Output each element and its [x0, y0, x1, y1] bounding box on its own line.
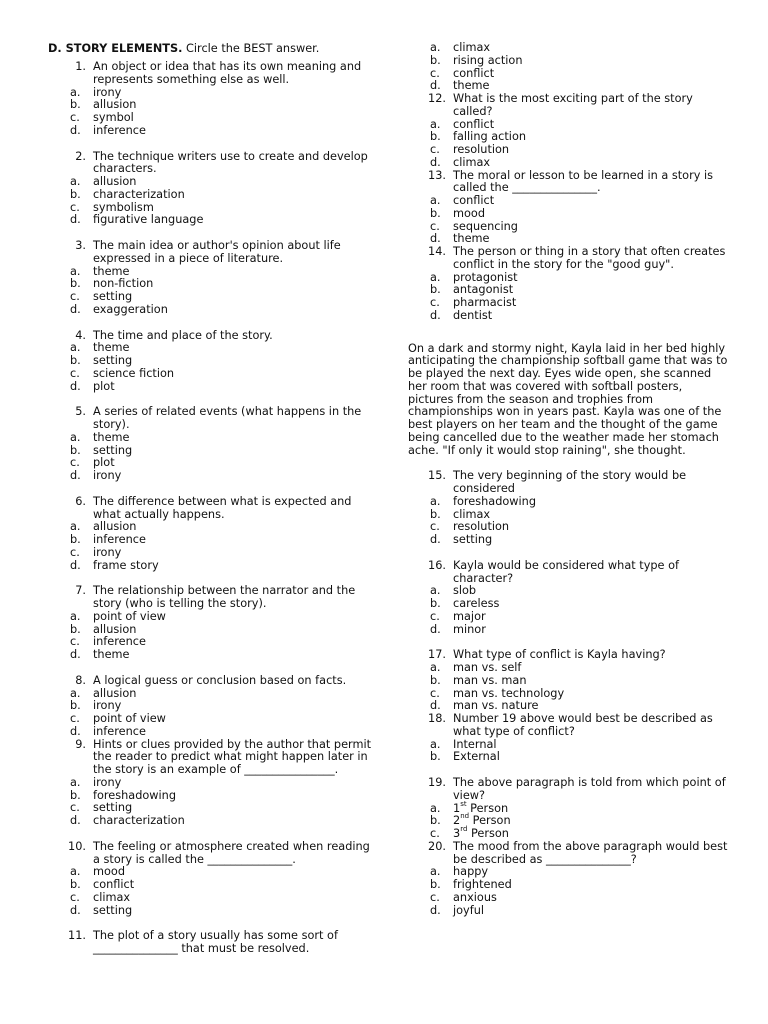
option-letter: a. — [430, 584, 441, 598]
question-item — [48, 330, 378, 394]
question-item — [48, 930, 378, 956]
option-letter: a. — [70, 430, 81, 444]
option-text: irony — [93, 775, 122, 789]
option-letter: c. — [430, 219, 440, 233]
option-letter: c. — [70, 366, 80, 380]
option-text: science fiction — [93, 366, 175, 380]
question-prompt: The difference between what is expected and what actually happens. — [93, 494, 352, 521]
question-prompt: A logical guess or conclusion based on facts. — [93, 673, 347, 687]
question-text — [48, 930, 378, 956]
option-text: allusion — [93, 520, 137, 534]
option-text: irony — [93, 699, 122, 713]
question-prompt: A series of related events (what happens in the story). — [93, 405, 362, 431]
option-letter: c. — [430, 296, 440, 309]
option-letter: c. — [70, 200, 80, 214]
question-number: 3. — [75, 239, 86, 252]
option-letter: b. — [70, 98, 81, 112]
option-letter: d. — [430, 903, 441, 917]
option-letter: c. — [70, 635, 80, 649]
option-text: resolution — [453, 520, 510, 534]
option-letter: c. — [430, 827, 440, 840]
option-text: inference — [93, 635, 146, 649]
option-text: theme — [93, 264, 130, 278]
option-letter: a. — [430, 801, 441, 815]
question-number: 4. — [75, 328, 86, 342]
option-text: climax — [453, 155, 491, 169]
question-list-right-bottom — [408, 470, 730, 917]
option-letter: b. — [430, 878, 441, 891]
option-text: symbol — [93, 111, 134, 124]
option-text: theme — [453, 79, 490, 93]
answer-option[interactable] — [408, 751, 730, 764]
option-letter: a. — [430, 41, 441, 54]
option-text: foreshadowing — [453, 494, 536, 508]
option-text: dentist — [453, 308, 493, 322]
question-item — [408, 246, 730, 323]
option-text: conflict — [93, 878, 135, 891]
question-prompt: Kayla would be considered what type of character? — [453, 558, 679, 585]
option-text: climax — [453, 41, 491, 54]
answer-option[interactable] — [48, 381, 378, 394]
option-text: inference — [93, 533, 146, 546]
answer-option[interactable] — [408, 310, 730, 323]
question-prompt: The plot of a story usually has some sort of _______________ that must be resolved. — [93, 929, 338, 955]
option-text: conflict — [453, 117, 495, 131]
option-text: climax — [93, 890, 131, 904]
question-prompt: The feeling or atmosphere created when reading a story is called the _______________. — [93, 839, 370, 866]
question-prompt: Number 19 above would best be described as what type of conflict? — [453, 712, 713, 738]
option-text: irony — [93, 545, 122, 559]
option-text: point of view — [93, 609, 166, 623]
question-item — [408, 649, 730, 713]
option-text: characterization — [93, 814, 185, 827]
question-text — [408, 93, 730, 119]
option-letter: d. — [430, 622, 441, 636]
option-text: falling action — [453, 130, 527, 144]
option-letter: b. — [430, 814, 441, 828]
option-text: symbolism — [93, 200, 154, 214]
option-letter: c. — [70, 712, 80, 725]
question-item — [48, 496, 378, 573]
question-number: 17. — [428, 648, 446, 662]
option-letter: d. — [430, 79, 441, 93]
option-letter: d. — [70, 648, 81, 661]
option-letter: b. — [430, 53, 441, 67]
option-letter: a. — [430, 270, 441, 284]
question-text — [408, 841, 730, 867]
question-item — [408, 470, 730, 547]
question-number: 7. — [75, 584, 86, 598]
option-letter: b. — [430, 597, 441, 610]
question-item — [48, 406, 378, 483]
option-letter: d. — [430, 533, 441, 546]
option-letter: d. — [70, 814, 81, 827]
answer-option[interactable] — [48, 125, 378, 138]
option-text: setting — [93, 290, 133, 303]
option-text: allusion — [93, 686, 137, 700]
question-number: 14. — [428, 245, 446, 258]
option-text: allusion — [93, 175, 137, 188]
option-letter: a. — [70, 85, 81, 99]
question-text — [408, 470, 730, 496]
question-number: 15. — [428, 469, 446, 483]
question-item — [408, 93, 730, 170]
option-letter: a. — [70, 865, 81, 879]
option-letter: a. — [430, 737, 441, 751]
option-text: non-fiction — [93, 277, 154, 291]
option-text: 3rd Person — [453, 825, 509, 840]
option-letter: a. — [70, 341, 81, 355]
question-number: 1. — [75, 60, 86, 73]
option-text: major — [453, 609, 486, 623]
answer-option[interactable] — [408, 624, 730, 637]
option-text: frightened — [453, 878, 512, 891]
question-item — [48, 61, 378, 138]
question-number: 6. — [75, 494, 86, 508]
question-text — [48, 406, 378, 432]
option-text: theme — [453, 232, 490, 246]
option-letter: d. — [430, 232, 441, 246]
question-item — [408, 170, 730, 247]
option-text: plot — [93, 456, 115, 470]
option-letter: a. — [70, 264, 81, 278]
question-text — [48, 240, 378, 266]
question-number: 11. — [68, 929, 86, 943]
question-prompt: An object or idea that has its own meaning and represents something else as well. — [93, 60, 362, 86]
option-text: point of view — [93, 712, 166, 725]
option-text: figurative language — [93, 213, 204, 227]
question-number: 20. — [428, 839, 446, 853]
question-number: 5. — [75, 405, 86, 419]
option-text: resolution — [453, 143, 510, 156]
option-letter: b. — [430, 206, 441, 220]
option-text: man vs. man — [453, 673, 527, 687]
option-letter: c. — [70, 290, 80, 303]
question-prompt: The moral or lesson to be learned in a story is called the _______________. — [453, 168, 714, 195]
option-letter: b. — [430, 750, 441, 764]
option-text: joyful — [453, 903, 485, 917]
option-letter: d. — [430, 308, 441, 322]
question-prompt: What type of conflict is Kayla having? — [453, 648, 666, 662]
option-letter: c. — [70, 545, 80, 559]
option-letter: a. — [430, 194, 441, 207]
answer-option[interactable] — [48, 649, 378, 662]
option-text: setting — [453, 533, 493, 546]
option-letter: b. — [70, 788, 81, 802]
question-number: 19. — [428, 776, 446, 789]
option-text: antagonist — [453, 283, 514, 297]
option-letter: a. — [430, 494, 441, 508]
option-text: characterization — [93, 187, 185, 201]
option-letter: c. — [70, 456, 80, 470]
option-letter: a. — [70, 609, 81, 623]
question-prompt: The very beginning of the story would be considered — [453, 469, 687, 495]
question-number: 9. — [75, 737, 86, 751]
option-letter: d. — [70, 558, 81, 572]
answer-option[interactable] — [48, 214, 378, 227]
option-text: conflict — [453, 66, 495, 80]
question-number: 10. — [68, 839, 86, 853]
option-letter: d. — [70, 302, 81, 316]
question-prompt: The relationship between the narrator and the story (who is telling the story). — [93, 584, 356, 610]
option-text: allusion — [93, 622, 137, 636]
question-list-left — [48, 61, 378, 956]
option-text: setting — [93, 903, 133, 917]
option-letter: d. — [430, 155, 441, 169]
option-letter: b. — [430, 507, 441, 521]
question-item — [48, 841, 378, 918]
question-number: 8. — [75, 673, 86, 687]
answer-option[interactable] — [48, 470, 378, 483]
option-text: minor — [453, 622, 486, 636]
option-text: setting — [93, 443, 133, 457]
option-text: irony — [93, 469, 122, 482]
question-number: 2. — [75, 149, 86, 163]
option-letter: d. — [70, 903, 81, 917]
option-letter: d. — [70, 123, 81, 137]
question-text — [408, 246, 730, 272]
option-text: man vs. nature — [453, 699, 539, 713]
section-instruction: Circle the BEST answer. — [186, 42, 320, 55]
question-text — [48, 151, 378, 177]
question-text — [48, 61, 378, 87]
question-prompt: The main idea or author's opinion about life expressed in a piece of literature. — [93, 239, 341, 265]
option-letter: b. — [70, 878, 81, 891]
option-text: protagonist — [453, 270, 518, 284]
question-item — [408, 560, 730, 637]
question-prompt: The technique writers use to create and develop characters. — [93, 149, 368, 176]
answer-option[interactable] — [48, 905, 378, 918]
answer-option[interactable] — [48, 304, 378, 317]
question-item — [48, 585, 378, 662]
question-prompt: The above paragraph is told from which point of view? — [453, 776, 726, 802]
option-letter: d. — [70, 724, 81, 738]
option-text: conflict — [453, 194, 495, 207]
option-text: happy — [453, 865, 489, 879]
question-prompt: The mood from the above paragraph would best be described as _______________? — [453, 839, 728, 866]
option-letter: c. — [430, 520, 440, 534]
option-letter: c. — [70, 801, 80, 815]
option-text: frame story — [93, 558, 159, 572]
option-letter: a. — [70, 686, 81, 700]
option-letter: c. — [430, 686, 440, 700]
option-letter: b. — [430, 673, 441, 687]
answer-option[interactable] — [48, 815, 378, 828]
option-letter: d. — [70, 379, 81, 393]
option-text: setting — [93, 801, 133, 815]
option-letter: c. — [70, 111, 80, 124]
option-letter: b. — [70, 443, 81, 457]
answer-option[interactable] — [48, 560, 378, 573]
question-number: 18. — [428, 712, 446, 725]
option-text: foreshadowing — [93, 788, 176, 802]
option-letter: a. — [70, 175, 81, 188]
question-text — [48, 841, 378, 867]
option-letter: b. — [430, 130, 441, 144]
question-prompt: The person or thing in a story that often creates conflict in the story for the "good guy". — [453, 245, 726, 271]
question-text — [48, 739, 378, 777]
answer-option[interactable] — [408, 534, 730, 547]
option-text: External — [453, 750, 500, 764]
option-text: inference — [93, 123, 146, 137]
question-prompt: What is the most exciting part of the story called? — [453, 92, 693, 118]
option-letter: d. — [430, 699, 441, 713]
question-item — [408, 841, 730, 918]
option-text: man vs. technology — [453, 686, 565, 700]
right-column — [408, 42, 730, 917]
option-text: plot — [93, 379, 115, 393]
option-text: allusion — [93, 98, 137, 112]
section-heading — [48, 42, 378, 55]
question-number: 16. — [428, 558, 446, 572]
question-item — [408, 777, 730, 841]
option-text: mood — [453, 206, 485, 220]
question-item — [48, 739, 378, 828]
option-letter: c. — [430, 609, 440, 623]
question-item — [48, 151, 378, 228]
option-letter: a. — [70, 520, 81, 534]
option-letter: c. — [70, 890, 80, 904]
option-text: theme — [93, 430, 130, 444]
option-text: theme — [93, 648, 130, 661]
story-passage: On a dark and stormy night, Kayla laid in her bed highly anticipating the championship softball game that was to be played the next day. Eyes wide open, she scanned her room that was covered with softball posters, pictures from the season and trophies from championships won in years past. Kayla was one of the best players on her team and the thought of the game being cancelled due to the weather made her stomach ache. "If only it would stop raining", she thought. — [408, 341, 728, 457]
question-number: 13. — [428, 168, 446, 182]
option-text: slob — [453, 584, 477, 598]
question-item — [48, 240, 378, 317]
option-letter: d. — [70, 469, 81, 482]
option-text: climax — [453, 507, 491, 521]
answer-option[interactable] — [408, 905, 730, 918]
option-letter: a. — [70, 775, 81, 789]
question-text — [48, 496, 378, 522]
question-number: 12. — [428, 92, 446, 105]
option-letter: c. — [430, 143, 440, 156]
question-prompt: Hints or clues provided by the author that permit the reader to predict what might happen later in the story is an example of ________________. — [93, 737, 372, 776]
section-title: D. STORY ELEMENTS. — [48, 42, 183, 55]
option-letter: b. — [70, 699, 81, 713]
option-text: exaggeration — [93, 302, 168, 316]
option-letter: a. — [430, 117, 441, 131]
question-text — [408, 777, 730, 803]
question-list-right-top — [408, 42, 730, 323]
option-text: irony — [93, 85, 122, 99]
option-letter: c. — [430, 66, 440, 80]
option-letter: c. — [430, 890, 440, 904]
option-text: inference — [93, 724, 146, 738]
option-text: sequencing — [453, 219, 518, 233]
option-letter: b. — [70, 187, 81, 201]
option-letter: b. — [70, 533, 81, 546]
question-text — [48, 585, 378, 611]
option-letter: b. — [430, 283, 441, 297]
option-letter: a. — [430, 865, 441, 879]
option-text: mood — [93, 865, 125, 879]
question-prompt: The time and place of the story. — [93, 328, 273, 342]
question-item — [48, 675, 378, 739]
option-letter: a. — [430, 661, 441, 674]
question-text — [408, 713, 730, 739]
question-text — [408, 560, 730, 586]
option-letter: d. — [70, 213, 81, 227]
option-letter: b. — [70, 277, 81, 291]
option-letter: b. — [70, 622, 81, 636]
question-item — [408, 42, 730, 93]
question-item — [408, 713, 730, 764]
option-text: rising action — [453, 53, 523, 67]
question-text — [408, 170, 730, 196]
left-column — [48, 42, 378, 956]
option-text: Internal — [453, 737, 497, 751]
option-text: anxious — [453, 890, 497, 904]
option-text: 1st Person — [453, 799, 509, 815]
option-text: 2nd Person — [453, 812, 511, 828]
option-text: setting — [93, 354, 133, 367]
option-letter: b. — [70, 354, 81, 367]
option-text: man vs. self — [453, 661, 522, 674]
option-text: theme — [93, 341, 130, 355]
option-text: careless — [453, 597, 500, 610]
option-text: pharmacist — [453, 296, 517, 309]
